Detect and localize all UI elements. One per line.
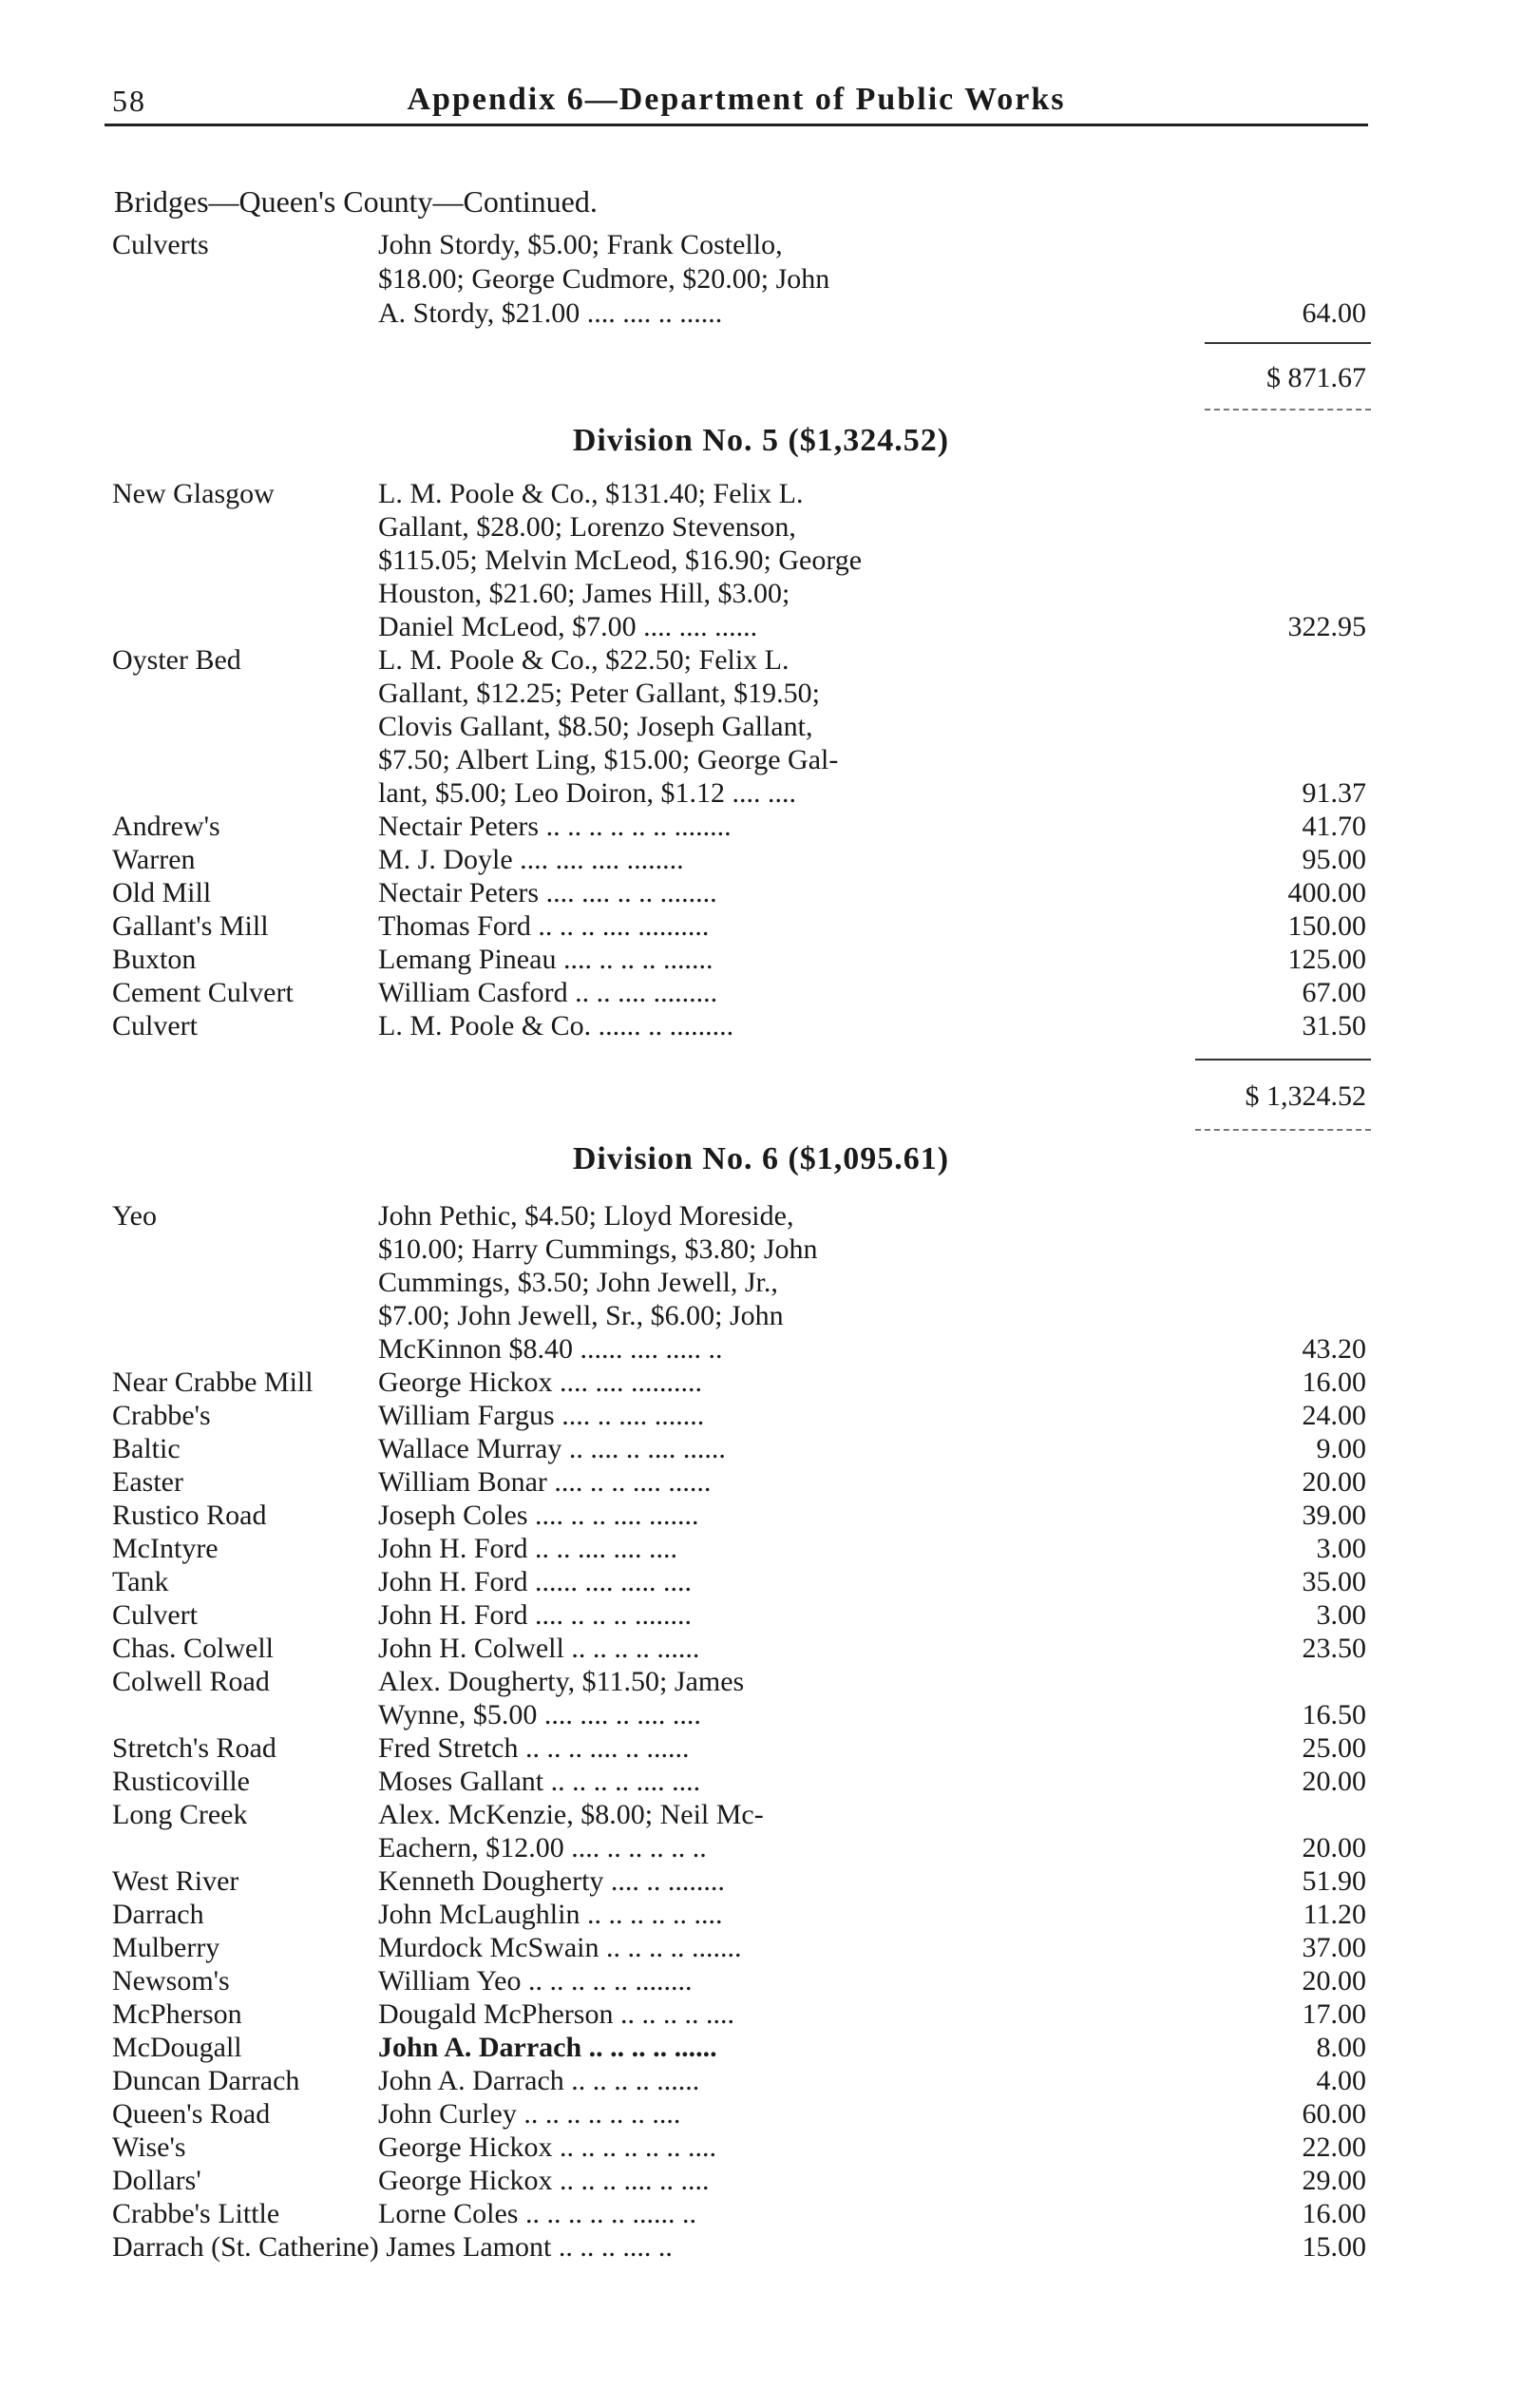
entry-desc-line: $10.00; Harry Cummings, $3.80; John [378,1233,818,1265]
entry-payee: Kenneth Dougherty .... .. ........ [378,1865,725,1897]
entry-label: Tank [112,1566,169,1597]
entry-amount: 4.00 [1316,2065,1366,2096]
entry-label: Queen's Road [112,2098,271,2130]
entry-payee: Nectair Peters .. .. .. .. .. .. ........ [378,811,732,842]
entry-payee: Fred Stretch .. .. .. .... .. ...... [378,1732,690,1764]
entry-label: Cement Culvert [112,977,294,1008]
entry-amount: 24.00 [1302,1400,1366,1431]
entry-amount: 37.00 [1302,1932,1366,1963]
entry-desc-line: John Stordy, $5.00; Frank Costello, [378,229,783,260]
entry-payee: Murdock McSwain .. .. .. .. ....... [378,1932,742,1963]
continued-heading: Bridges—Queen's County—Continued. [114,184,598,219]
division-title: Division No. 6 ($1,095.61) [572,1142,950,1176]
entry-label: New Glasgow [112,478,275,509]
entry-label: Duncan Darrach [112,2065,300,2096]
entry-desc-line: Clovis Gallant, $8.50; Joseph Gallant, [378,711,813,742]
entry-desc-line: Gallant, $12.25; Peter Gallant, $19.50; [378,678,820,709]
entry-desc-line: A. Stordy, $21.00 .... .... .. ...... [378,297,723,329]
page-number: 58 [112,84,146,118]
entry-desc-line: $115.05; Melvin McLeod, $16.90; George [378,545,863,576]
entry-payee: Lorne Coles .. .. .. .. .. ...... .. [378,2198,696,2229]
entry-amount: 64.00 [1302,297,1366,329]
entry-desc-line: Eachern, $12.00 .... .. .. .. .. .. [378,1832,707,1863]
entry-desc-line: Alex. Dougherty, $11.50; James [378,1666,745,1697]
entry-label: Old Mill [112,877,212,908]
entry-label: Darrach [112,1899,204,1930]
entry-amount: 20.00 [1302,1965,1366,1997]
entry-desc-line: John Pethic, $4.50; Lloyd Moreside, [378,1200,794,1232]
entry-amount: 8.00 [1316,2032,1366,2063]
entry-amount: 20.00 [1302,1766,1366,1797]
entry-amount: 16.00 [1302,2198,1366,2229]
entry-payee: Dougald McPherson .. .. .. .. .... [378,1998,734,2030]
entry-payee: George Hickox .... .... .......... [378,1366,703,1398]
entry-full-line: Darrach (St. Catherine) James Lamont .. .. .. .... .. [112,2231,673,2263]
sum-rule [1195,1129,1371,1131]
entry-label: Warren [112,844,196,875]
entry-payee: William Fargus .... .. .... ....... [378,1400,705,1431]
entry-amount: 3.00 [1316,1533,1366,1564]
entry-payee: William Casford .. .. .... ......... [378,977,718,1008]
entry-desc-line: $7.00; John Jewell, Sr., $6.00; John [378,1300,784,1331]
entry-amount: 29.00 [1302,2165,1366,2196]
entry-amount: 11.20 [1303,1899,1366,1930]
entry-label: Gallant's Mill [112,910,269,942]
entry-desc-line: $18.00; George Cudmore, $20.00; John [378,263,830,295]
entry-label: Mulberry [112,1932,220,1963]
page-header [105,78,1368,126]
entry-desc-line: McKinnon $8.40 ...... .... ..... .. [378,1333,723,1365]
entry-label: Crabbe's Little [112,2198,280,2229]
page-title: Appendix 6—Department of Public Works [407,82,1066,117]
entry-amount: 16.50 [1302,1699,1366,1730]
entry-label: Andrew's [112,811,220,842]
entry-desc-line: Alex. McKenzie, $8.00; Neil Mc- [378,1799,764,1830]
entry-desc-line: Daniel McLeod, $7.00 .... .... ...... [378,611,758,642]
entry-label: Rustico Road [112,1500,267,1531]
entry-amount: 22.00 [1302,2131,1366,2163]
entry-amount: 39.00 [1302,1500,1366,1531]
entry-label: Long Creek [112,1799,248,1830]
entry-payee: Wallace Murray .. .... .. .... ...... [378,1433,726,1464]
entry-amount: 17.00 [1302,1998,1366,2030]
entry-desc-line: Houston, $21.60; James Hill, $3.00; [378,578,790,609]
division-title: Division No. 5 ($1,324.52) [572,424,950,458]
entry-amount: 43.20 [1302,1333,1366,1365]
entry-amount: 91.37 [1302,777,1366,809]
entry-payee: William Bonar .... .. .. .... ...... [378,1466,712,1498]
entry-amount: 16.00 [1302,1366,1366,1398]
entry-payee: John Curley .. .. .. .. .. .. .... [378,2098,681,2130]
entry-payee: M. J. Doyle .... .... .... ........ [378,844,684,875]
entry-label: McDougall [112,2032,242,2063]
entry-amount: 20.00 [1302,1832,1366,1863]
sum-rule [1205,342,1371,344]
entry-payee: Thomas Ford .. .. .. .... .......... [378,910,710,942]
entry-desc-line: L. M. Poole & Co., $22.50; Felix L. [378,644,790,676]
entry-label: Stretch's Road [112,1732,276,1764]
entry-label: West River [112,1865,239,1897]
entry-payee: John H. Ford .... .. .. .. ........ [378,1599,693,1631]
subtotal: $ 871.67 [1266,362,1366,393]
entry-label: Rusticoville [112,1766,250,1797]
entry-amount: 95.00 [1302,844,1366,875]
entry-label: Culverts [112,229,209,260]
division-total: $ 1,324.52 [1245,1080,1366,1112]
entry-label: Newsom's [112,1965,230,1997]
entry-label: McPherson [112,1998,242,2030]
entry-amount: 67.00 [1302,977,1366,1008]
entry-payee: George Hickox .. .. .. .. .. .. .... [378,2131,717,2163]
entry-amount: 9.00 [1316,1433,1366,1464]
entry-payee: John H. Colwell .. .. .. .. ...... [378,1633,700,1664]
entry-payee: William Yeo .. .. .. .. .. ........ [378,1965,693,1997]
entry-label: Buxton [112,944,197,975]
entry-amount: 25.00 [1302,1732,1366,1764]
entry-desc-line: $7.50; Albert Ling, $15.00; George Gal- [378,744,839,775]
entry-payee: John A. Darrach .. .. .. .. ...... [378,2032,717,2063]
entry-desc-line: L. M. Poole & Co., $131.40; Felix L. [378,478,804,509]
entry-payee: Joseph Coles .... .. .. .... ....... [378,1500,699,1531]
entry-label: Dollars' [112,2165,201,2196]
entry-payee: George Hickox .. .. .. .... .. .... [378,2165,710,2196]
entry-payee: John A. Darrach .. .. .. .. ...... [378,2065,700,2096]
entry-amount: 15.00 [1302,2231,1366,2263]
entry-payee: Nectair Peters .... .... .. .. ........ [378,877,717,908]
entry-label: Crabbe's [112,1400,211,1431]
entry-amount: 31.50 [1302,1010,1366,1042]
entry-payee: Moses Gallant .. .. .. .. .... .... [378,1766,701,1797]
entry-amount: 150.00 [1287,910,1366,942]
entry-label: Baltic [112,1433,181,1464]
entry-payee: L. M. Poole & Co. ...... .. ......... [378,1010,734,1042]
entry-label: Easter [112,1466,183,1498]
entry-label: Near Crabbe Mill [112,1366,314,1398]
entry-desc-line: Cummings, $3.50; John Jewell, Jr., [378,1267,778,1298]
entry-payee: Lemang Pineau .... .. .. .. ....... [378,944,713,975]
entry-amount: 41.70 [1302,811,1366,842]
entry-label: McIntyre [112,1533,219,1564]
entry-amount: 322.95 [1287,611,1366,642]
entry-amount: 51.90 [1302,1865,1366,1897]
entry-payee: John H. Ford ...... .... ..... .... [378,1566,693,1597]
entry-amount: 400.00 [1287,877,1366,908]
entry-label: Culvert [112,1599,198,1631]
entry-label: Colwell Road [112,1666,270,1697]
entry-payee: John McLaughlin .. .. .. .. .. .... [378,1899,723,1930]
sum-rule [1205,409,1371,411]
entry-amount: 3.00 [1316,1599,1366,1631]
entry-amount: 125.00 [1287,944,1366,975]
entry-payee: John H. Ford .. .. .... .... .... [378,1533,678,1564]
entry-desc-line: Gallant, $28.00; Lorenzo Stevenson, [378,511,796,543]
entry-amount: 35.00 [1302,1566,1366,1597]
entry-label: Oyster Bed [112,644,241,676]
entry-amount: 23.50 [1302,1633,1366,1664]
entry-desc-line: lant, $5.00; Leo Doiron, $1.12 .... .... [378,777,796,809]
entry-label: Chas. Colwell [112,1633,274,1664]
entry-amount: 20.00 [1302,1466,1366,1498]
entry-label: Wise's [112,2131,186,2163]
entry-label: Culvert [112,1010,198,1042]
entry-label: Yeo [112,1200,157,1232]
entry-desc-line: Wynne, $5.00 .... .... .. .... .... [378,1699,701,1730]
sum-rule [1195,1059,1371,1061]
entry-amount: 60.00 [1302,2098,1366,2130]
